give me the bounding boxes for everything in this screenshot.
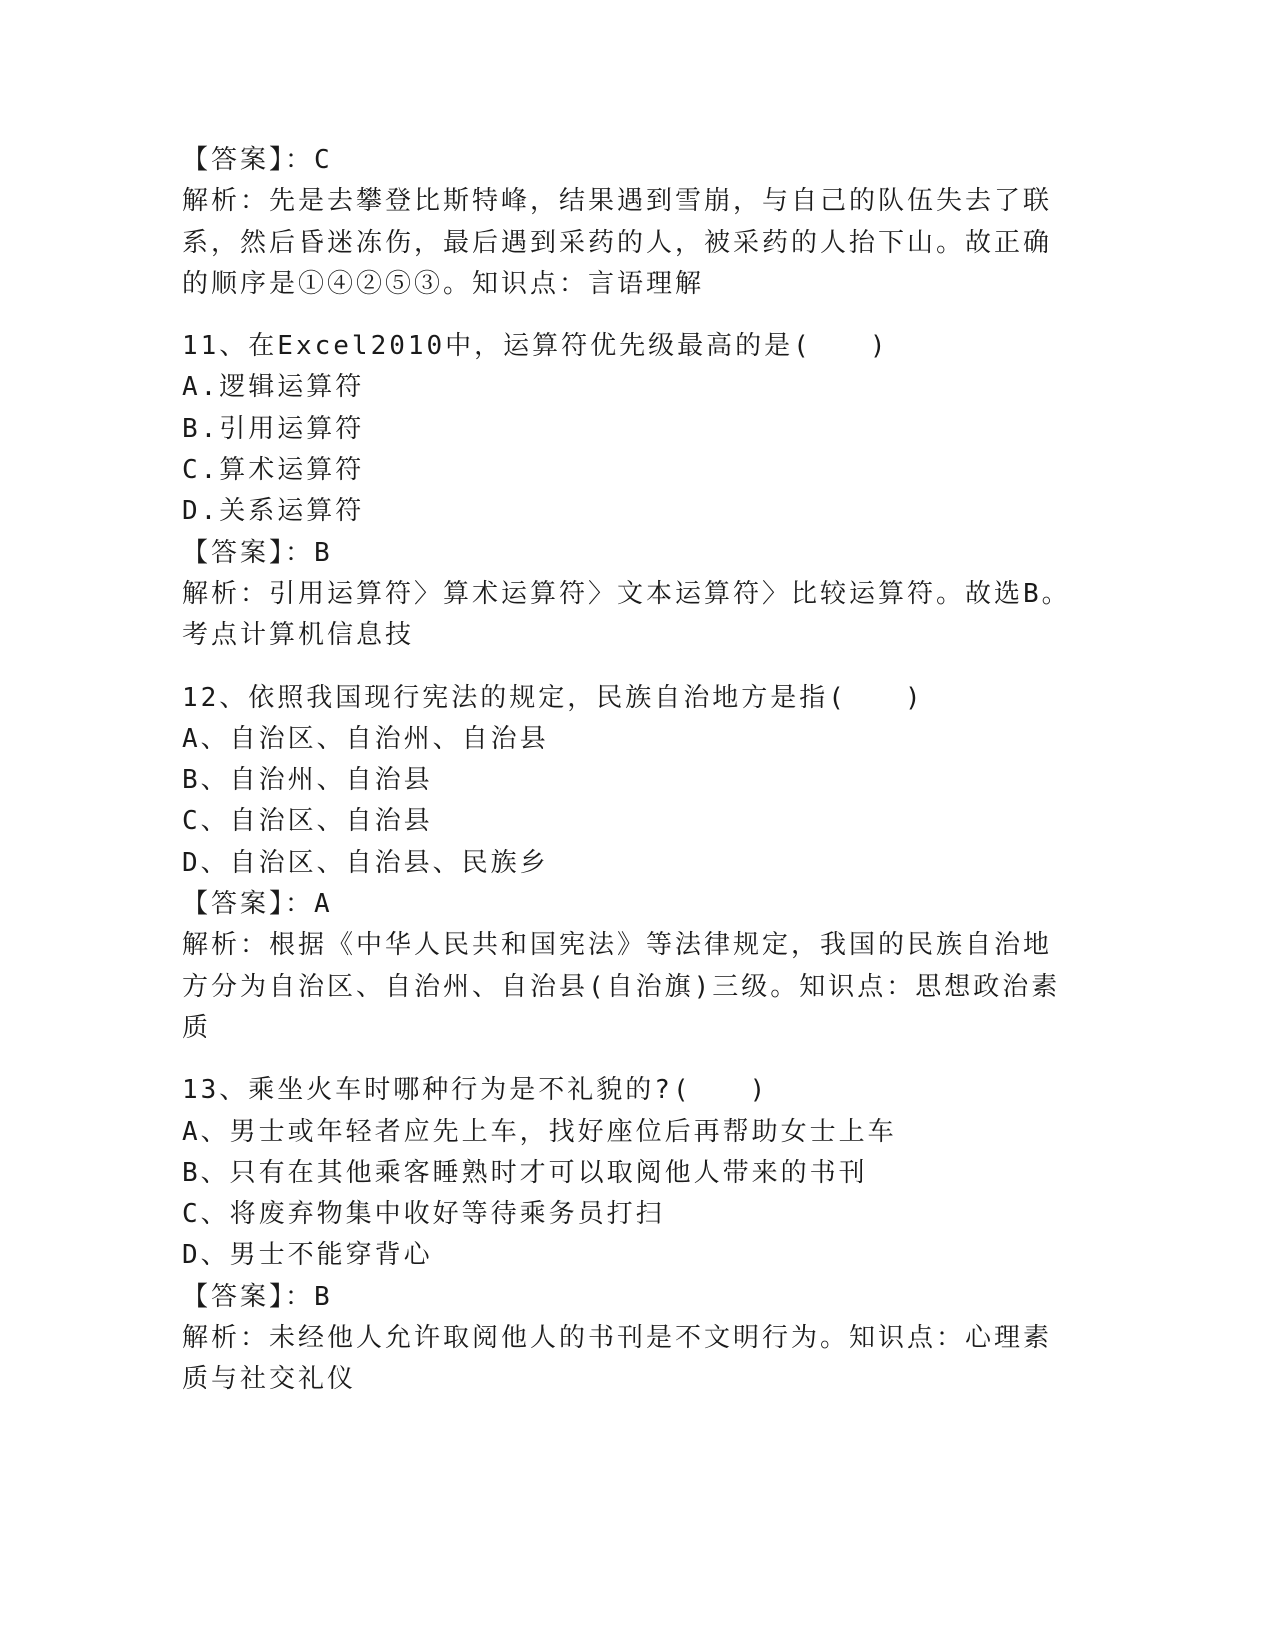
question-block-12 (182, 678, 1061, 1050)
option-d: D、自治区、自治县、民族乡 (182, 847, 549, 878)
answer-line: 【答案】：B (182, 537, 333, 568)
block-spacer (182, 1049, 1042, 1070)
analysis-line: 方分为自治区、自治州、自治县(自治旗)三级。知识点：思想政治素 (182, 971, 1061, 1002)
block-spacer (182, 657, 1042, 678)
option-a: A、男士或年轻者应先上车，找好座位后再帮助女士上车 (182, 1116, 897, 1147)
analysis-line: 的顺序是①④②⑤③。知识点：言语理解 (182, 268, 705, 299)
option-a: A、自治区、自治州、自治县 (182, 723, 549, 754)
analysis-line: 考点计算机信息技 (182, 620, 415, 651)
option-d: D.关系运算符 (182, 496, 365, 527)
answer-line: 【答案】：C (182, 145, 333, 175)
answer-line: 【答案】：B (182, 1281, 333, 1312)
document-content (182, 140, 1071, 1401)
option-c: C、将废弃物集中收好等待乘务员打扫 (182, 1199, 665, 1230)
option-c: C、自治区、自治县 (182, 806, 433, 837)
analysis-line: 质 (182, 1012, 212, 1043)
question-text: 13、乘坐火车时哪种行为是不礼貌的?( ) (182, 1075, 769, 1106)
analysis-line: 系，然后昏迷冻伤，最后遇到采药的人，被采药的人抬下山。故正确 (182, 227, 1053, 258)
analysis-line: 解析：未经他人允许取阅他人的书刊是不文明行为。知识点：心理素 (182, 1323, 1053, 1354)
block-spacer (182, 305, 1042, 326)
option-b: B.引用运算符 (182, 413, 365, 444)
option-c: C.算术运算符 (182, 455, 365, 486)
option-b: B、只有在其他乘客睡熟时才可以取阅他人带来的书刊 (182, 1157, 868, 1188)
analysis-line: 解析：引用运算符〉算术运算符〉文本运算符〉比较运算符。故选B。 (182, 578, 1071, 609)
question-text: 11、在Excel2010中，运算符优先级最高的是( ) (182, 331, 889, 362)
analysis-line: 质与社交礼仪 (182, 1364, 357, 1395)
question-block-13 (182, 1070, 1053, 1400)
question-block-11 (182, 326, 1071, 656)
question-text: 12、依照我国现行宪法的规定，民族自治地方是指( ) (182, 682, 924, 713)
analysis-line: 解析：先是去攀登比斯特峰，结果遇到雪崩，与自己的队伍失去了联 (182, 186, 1053, 217)
option-a: A.逻辑运算符 (182, 372, 365, 403)
analysis-line: 解析：根据《中华人民共和国宪法》等法律规定，我国的民族自治地 (182, 930, 1053, 961)
option-b: B、自治州、自治县 (182, 765, 433, 796)
answer-line: 【答案】：A (182, 889, 333, 920)
question-block-10 (182, 140, 1053, 305)
option-d: D、男士不能穿背心 (182, 1240, 433, 1271)
